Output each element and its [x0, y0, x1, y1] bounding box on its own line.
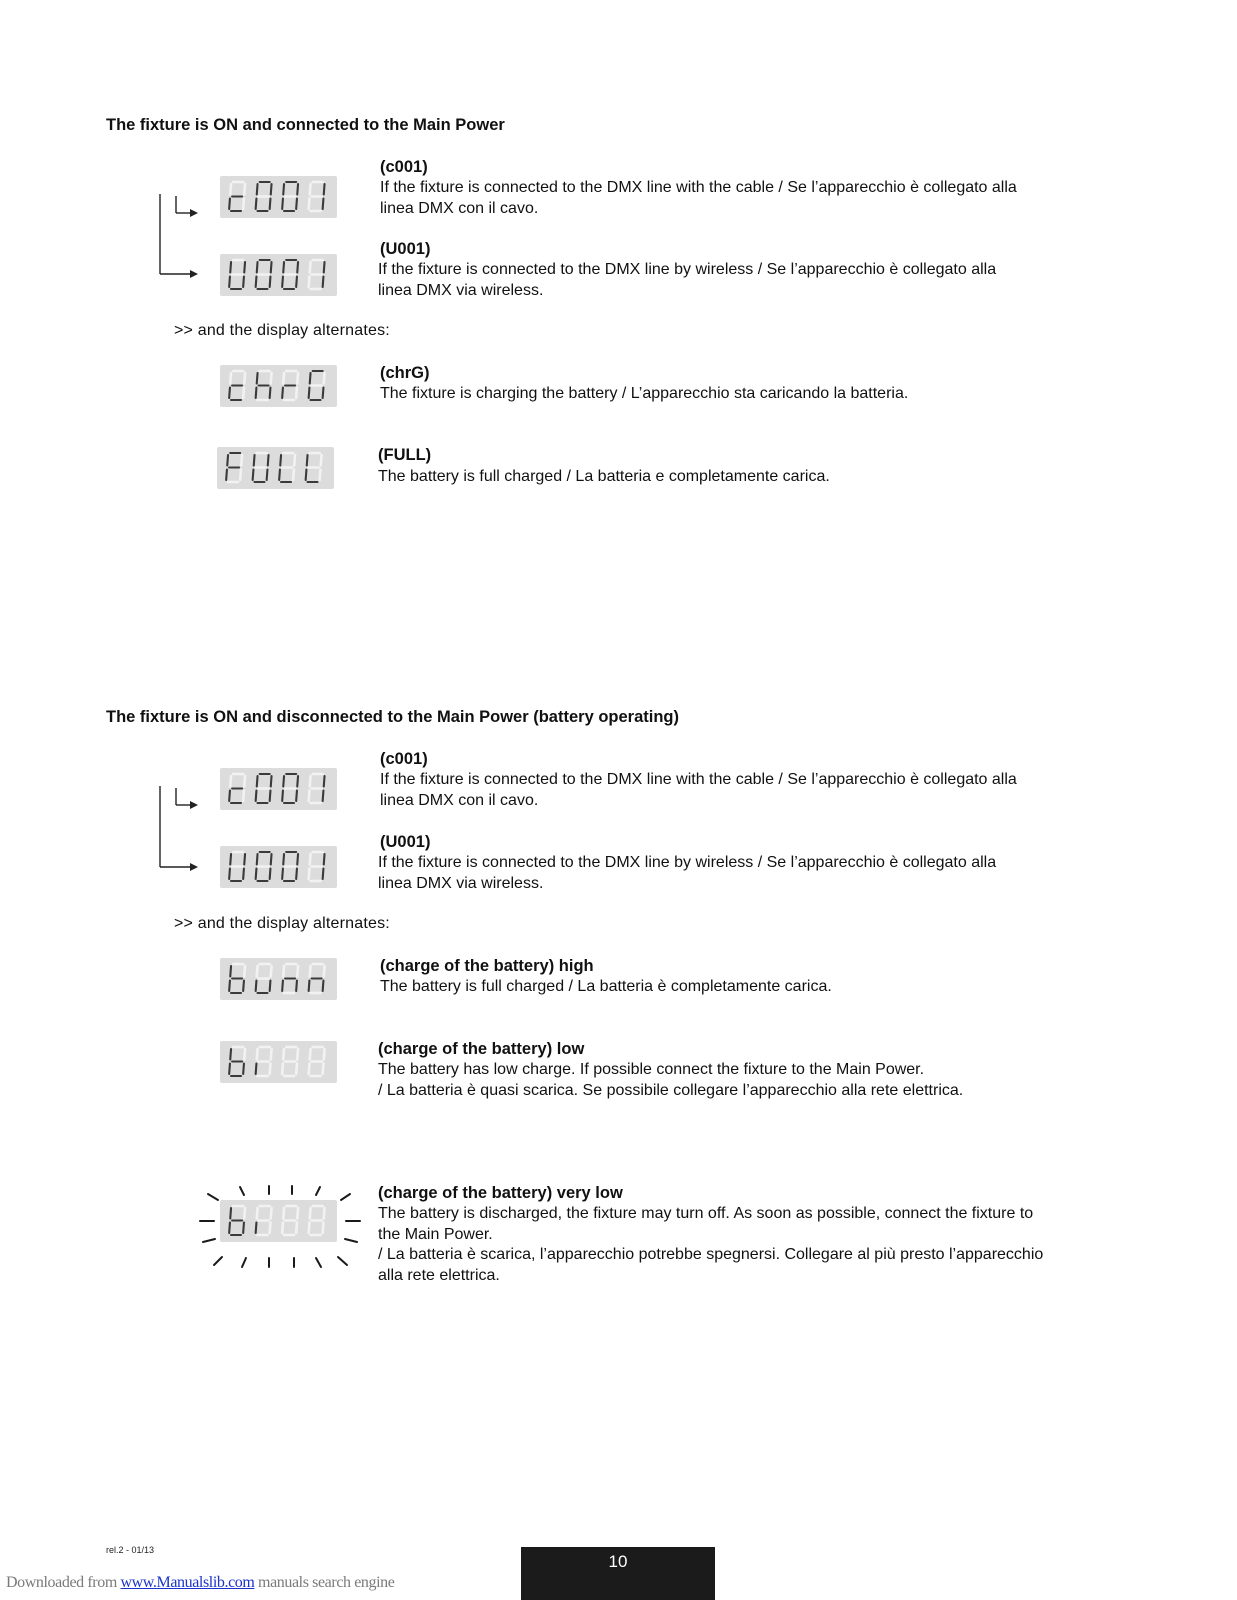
- mode-title-battery-very-low: (charge of the battery) very low: [378, 1184, 623, 1202]
- display-alternates-label: >> and the display alternates:: [174, 915, 390, 932]
- lcd-segment-lit: [270, 869, 271, 880]
- lcd-segment-lit: [324, 262, 325, 273]
- lcd-segment-lit: [230, 854, 231, 865]
- lcd-segment-unlit: [309, 791, 310, 802]
- lcd-segment-unlit: [271, 373, 272, 384]
- lcd-segment-lit: [256, 1064, 257, 1075]
- lcd-segment-lit: [271, 184, 272, 195]
- lcd-segment-lit: [297, 854, 298, 865]
- mode-title-battery-low: (charge of the battery) low: [378, 1040, 585, 1058]
- lcd-segment-lit: [296, 791, 297, 802]
- arrow-connector: [150, 186, 202, 286]
- seven-segment-digits: [220, 958, 337, 1000]
- lcd-segment-lit: [282, 869, 283, 880]
- lcd-segment-unlit: [243, 791, 244, 802]
- lcd-segment-unlit: [324, 1208, 325, 1219]
- mode-description-c001: [380, 178, 1017, 219]
- lcd-segment-unlit: [283, 1208, 284, 1219]
- lcd-segment-unlit: [270, 1223, 271, 1234]
- lcd-segment-unlit: [309, 277, 310, 288]
- lcd-segment-unlit: [271, 1208, 272, 1219]
- mode-title-full: (FULL): [378, 446, 432, 464]
- lcd-segment-unlit: [296, 1064, 297, 1075]
- lcd-segment-lit: [279, 470, 280, 481]
- lcd-segment-lit: [323, 388, 324, 399]
- lcd-display-battery-low: [220, 1041, 337, 1083]
- lcd-segment-lit: [324, 776, 325, 787]
- lcd-segment-lit: [257, 262, 258, 273]
- lcd-segment-lit: [270, 981, 271, 992]
- lcd-segment-lit: [297, 262, 298, 273]
- description-line: linea DMX via wireless.: [378, 874, 544, 892]
- lcd-segment-lit: [323, 981, 324, 992]
- lcd-segment-lit: [323, 791, 324, 802]
- lcd-segment-lit: [229, 277, 230, 288]
- lcd-segment-lit: [270, 199, 271, 210]
- lcd-segment-unlit: [310, 184, 311, 195]
- lcd-segment-lit: [324, 184, 325, 195]
- section-heading-main-power: The fixture is ON and connected to the Main Power: [106, 116, 505, 134]
- description-line: linea DMX con il cavo.: [380, 199, 539, 217]
- download-footer: [6, 1574, 394, 1592]
- lcd-segment-unlit: [310, 262, 311, 273]
- mode-title-battery-high: (charge of the battery) high: [380, 957, 594, 975]
- lcd-segment-lit: [256, 869, 257, 880]
- lcd-segment-unlit: [244, 184, 245, 195]
- lcd-segment-lit: [256, 388, 257, 399]
- lcd-segment-unlit: [270, 1064, 271, 1075]
- lcd-segment-unlit: [309, 199, 310, 210]
- lcd-segment-unlit: [230, 776, 231, 787]
- lcd-segment-lit: [271, 262, 272, 273]
- lcd-segment-lit: [324, 854, 325, 865]
- description-line: The battery is discharged, the fixture may turn off. As soon as possible, connect the fixture to: [378, 1205, 1034, 1222]
- lcd-segment-unlit: [243, 388, 244, 399]
- lcd-segment-lit: [229, 791, 230, 802]
- lcd-segment-unlit: [257, 1049, 258, 1060]
- lcd-segment-lit: [226, 470, 227, 481]
- lcd-segment-lit: [310, 373, 311, 384]
- lcd-segment-lit: [244, 854, 245, 865]
- lcd-segment-lit: [323, 199, 324, 210]
- description-line: The battery has low charge. If possible connect the fixture to the Main Power.: [378, 1061, 925, 1078]
- lcd-segment-lit: [254, 455, 255, 466]
- seven-segment-digits: [220, 1041, 337, 1083]
- description-line: The battery is full charged / La batteria e completamente carica.: [378, 468, 830, 485]
- lcd-segment-lit: [256, 199, 257, 210]
- lcd-segment-lit: [229, 1064, 230, 1075]
- lcd-segment-lit: [270, 791, 271, 802]
- lcd-segment-lit: [243, 869, 244, 880]
- lcd-segment-lit: [282, 791, 283, 802]
- lcd-segment-lit: [257, 184, 258, 195]
- lcd-segment-lit: [229, 981, 230, 992]
- lcd-segment-unlit: [296, 1223, 297, 1234]
- release-label: rel.2 - 01/13: [106, 1545, 155, 1555]
- lcd-segment-lit: [283, 262, 284, 273]
- lcd-segment-lit: [297, 184, 298, 195]
- lcd-segment-unlit: [294, 455, 295, 466]
- seven-segment-digits: [220, 365, 337, 407]
- lcd-segment-lit: [256, 1223, 257, 1234]
- lcd-segment-lit: [229, 869, 230, 880]
- lcd-segment-unlit: [244, 1049, 245, 1060]
- lcd-segment-lit: [307, 455, 308, 466]
- seven-segment-digits: [220, 254, 337, 296]
- lcd-segment-unlit: [297, 966, 298, 977]
- download-suffix: manuals search engine: [254, 1574, 395, 1591]
- lcd-segment-lit: [268, 455, 269, 466]
- display-alternates-label: >> and the display alternates:: [174, 322, 390, 339]
- lcd-segment-lit: [243, 981, 244, 992]
- lcd-segment-unlit: [293, 470, 294, 481]
- lcd-segment-unlit: [323, 1064, 324, 1075]
- lcd-segment-lit: [296, 277, 297, 288]
- lcd-segment-unlit: [282, 1064, 283, 1075]
- page-number: 10: [521, 1547, 715, 1600]
- seven-segment-digits: [220, 768, 337, 810]
- lcd-display-battery-high: [220, 958, 337, 1000]
- lcd-segment-lit: [280, 455, 281, 466]
- mode-title-u001: (U001): [380, 833, 431, 851]
- lcd-segment-lit: [243, 1064, 244, 1075]
- lcd-segment-unlit: [230, 184, 231, 195]
- lcd-segment-lit: [256, 277, 257, 288]
- description-line: the Main Power.: [378, 1225, 493, 1243]
- lcd-segment-unlit: [244, 373, 245, 384]
- lcd-segment-lit: [229, 388, 230, 399]
- mode-description-u001: [378, 853, 996, 894]
- lcd-segment-lit: [230, 262, 231, 273]
- lcd-segment-unlit: [283, 373, 284, 384]
- lcd-segment-unlit: [296, 388, 297, 399]
- lcd-display-chrg: [220, 365, 337, 407]
- download-prefix: Downloaded from: [6, 1574, 121, 1591]
- description-line: The fixture is charging the battery / L’apparecchio sta caricando la batteria.: [380, 385, 909, 402]
- lcd-segment-lit: [283, 776, 284, 787]
- lcd-segment-lit: [244, 262, 245, 273]
- arrow-connector: [150, 778, 202, 878]
- lcd-segment-unlit: [244, 966, 245, 977]
- seven-segment-digits: [220, 176, 337, 218]
- lcd-segment-unlit: [282, 1223, 283, 1234]
- lcd-segment-lit: [230, 966, 231, 977]
- mode-title-c001: (c001): [380, 158, 428, 176]
- mode-description-u001: [378, 260, 996, 301]
- lcd-segment-unlit: [324, 1049, 325, 1060]
- lcd-display-full: [217, 447, 334, 489]
- mode-title-chrg: (chrG): [380, 364, 430, 382]
- description-line: alla rete elettrica.: [378, 1266, 500, 1284]
- lcd-segment-lit: [296, 981, 297, 992]
- lcd-segment-unlit: [310, 1049, 311, 1060]
- lcd-segment-lit: [229, 1223, 230, 1234]
- lcd-segment-unlit: [241, 455, 242, 466]
- lcd-segment-lit: [297, 776, 298, 787]
- seven-segment-digits: [217, 447, 334, 489]
- section-heading-battery-operating: The fixture is ON and disconnected to the Main Power (battery operating): [106, 708, 679, 726]
- lcd-segment-unlit: [283, 966, 284, 977]
- mode-description-chrg: [380, 384, 908, 405]
- description-line: The battery is full charged / La batteria è completamente carica.: [380, 978, 832, 995]
- description-line: If the fixture is connected to the DMX line with the cable / Se l’apparecchio è collegato alla: [380, 771, 1017, 788]
- lcd-segment-unlit: [283, 1049, 284, 1060]
- lcd-segment-lit: [271, 854, 272, 865]
- lcd-display-c001: [220, 768, 337, 810]
- seven-segment-digits: [220, 1200, 337, 1242]
- lcd-display-c001: [220, 176, 337, 218]
- lcd-segment-lit: [243, 1223, 244, 1234]
- lcd-segment-lit: [282, 388, 283, 399]
- description-line: If the fixture is connected to the DMX line by wireless / Se l’apparecchio è collegato alla: [378, 261, 997, 278]
- lcd-segment-lit: [323, 869, 324, 880]
- lcd-segment-lit: [283, 854, 284, 865]
- lcd-segment-lit: [282, 199, 283, 210]
- lcd-segment-lit: [309, 981, 310, 992]
- lcd-segment-unlit: [323, 1223, 324, 1234]
- lcd-segment-lit: [257, 776, 258, 787]
- lcd-display-u001: [220, 254, 337, 296]
- lcd-segment-unlit: [297, 1049, 298, 1060]
- lcd-segment-lit: [296, 869, 297, 880]
- lcd-segment-lit: [243, 277, 244, 288]
- lcd-segment-unlit: [310, 854, 311, 865]
- lcd-segment-lit: [257, 854, 258, 865]
- lcd-segment-unlit: [310, 1208, 311, 1219]
- lcd-segment-lit: [256, 791, 257, 802]
- lcd-segment-unlit: [309, 1223, 310, 1234]
- lcd-segment-lit: [270, 388, 271, 399]
- lcd-segment-unlit: [309, 1064, 310, 1075]
- lcd-segment-lit: [229, 199, 230, 210]
- seven-segment-digits: [220, 846, 337, 888]
- lcd-segment-lit: [227, 455, 228, 466]
- description-line: linea DMX via wireless.: [378, 281, 544, 299]
- lcd-segment-lit: [230, 1049, 231, 1060]
- description-line: linea DMX con il cavo.: [380, 791, 539, 809]
- lcd-segment-unlit: [240, 470, 241, 481]
- lcd-segment-unlit: [297, 1208, 298, 1219]
- lcd-segment-unlit: [271, 966, 272, 977]
- manualslib-link[interactable]: www.Manualslib.com: [120, 1574, 255, 1591]
- lcd-segment-unlit: [271, 1049, 272, 1060]
- description-line: If the fixture is connected to the DMX line with the cable / Se l’apparecchio è collegato alla: [380, 179, 1017, 196]
- lcd-segment-unlit: [244, 776, 245, 787]
- lcd-segment-unlit: [310, 776, 311, 787]
- lcd-segment-lit: [282, 277, 283, 288]
- lcd-segment-lit: [296, 199, 297, 210]
- lcd-segment-unlit: [310, 966, 311, 977]
- lcd-segment-lit: [257, 373, 258, 384]
- lcd-segment-lit: [256, 981, 257, 992]
- lcd-segment-unlit: [324, 373, 325, 384]
- lcd-segment-lit: [323, 277, 324, 288]
- mode-description-battery-low: [378, 1060, 963, 1101]
- mode-title-c001: (c001): [380, 750, 428, 768]
- lcd-segment-lit: [282, 981, 283, 992]
- lcd-segment-lit: [230, 1208, 231, 1219]
- lcd-segment-unlit: [230, 373, 231, 384]
- lcd-segment-unlit: [324, 966, 325, 977]
- description-line: / La batteria è scarica, l’apparecchio potrebbe spegnersi. Collegare al più presto l’apparecchio: [378, 1246, 1044, 1263]
- lcd-display-u001: [220, 846, 337, 888]
- lcd-segment-unlit: [297, 373, 298, 384]
- lcd-segment-lit: [306, 470, 307, 481]
- mode-title-u001: (U001): [380, 240, 431, 258]
- lcd-segment-unlit: [321, 455, 322, 466]
- mode-description-battery-very-low: [378, 1204, 1043, 1286]
- lcd-segment-unlit: [244, 1208, 245, 1219]
- lcd-segment-lit: [309, 388, 310, 399]
- lcd-segment-unlit: [257, 1208, 258, 1219]
- lcd-segment-lit: [270, 277, 271, 288]
- lcd-segment-unlit: [243, 199, 244, 210]
- mode-description-battery-high: [380, 977, 832, 998]
- lcd-display-battery-very-low: [220, 1200, 337, 1242]
- lcd-segment-unlit: [320, 470, 321, 481]
- lcd-segment-unlit: [257, 966, 258, 977]
- mode-description-full: [378, 467, 830, 488]
- description-line: If the fixture is connected to the DMX line by wireless / Se l’apparecchio è collegato alla: [378, 854, 997, 871]
- lcd-segment-lit: [271, 776, 272, 787]
- lcd-segment-unlit: [309, 869, 310, 880]
- mode-description-c001: [380, 770, 1017, 811]
- description-line: / La batteria è quasi scarica. Se possibile collegare l’apparecchio alla rete elettrica.: [378, 1081, 964, 1099]
- lcd-segment-lit: [253, 470, 254, 481]
- lcd-segment-lit: [283, 184, 284, 195]
- lcd-segment-lit: [267, 470, 268, 481]
